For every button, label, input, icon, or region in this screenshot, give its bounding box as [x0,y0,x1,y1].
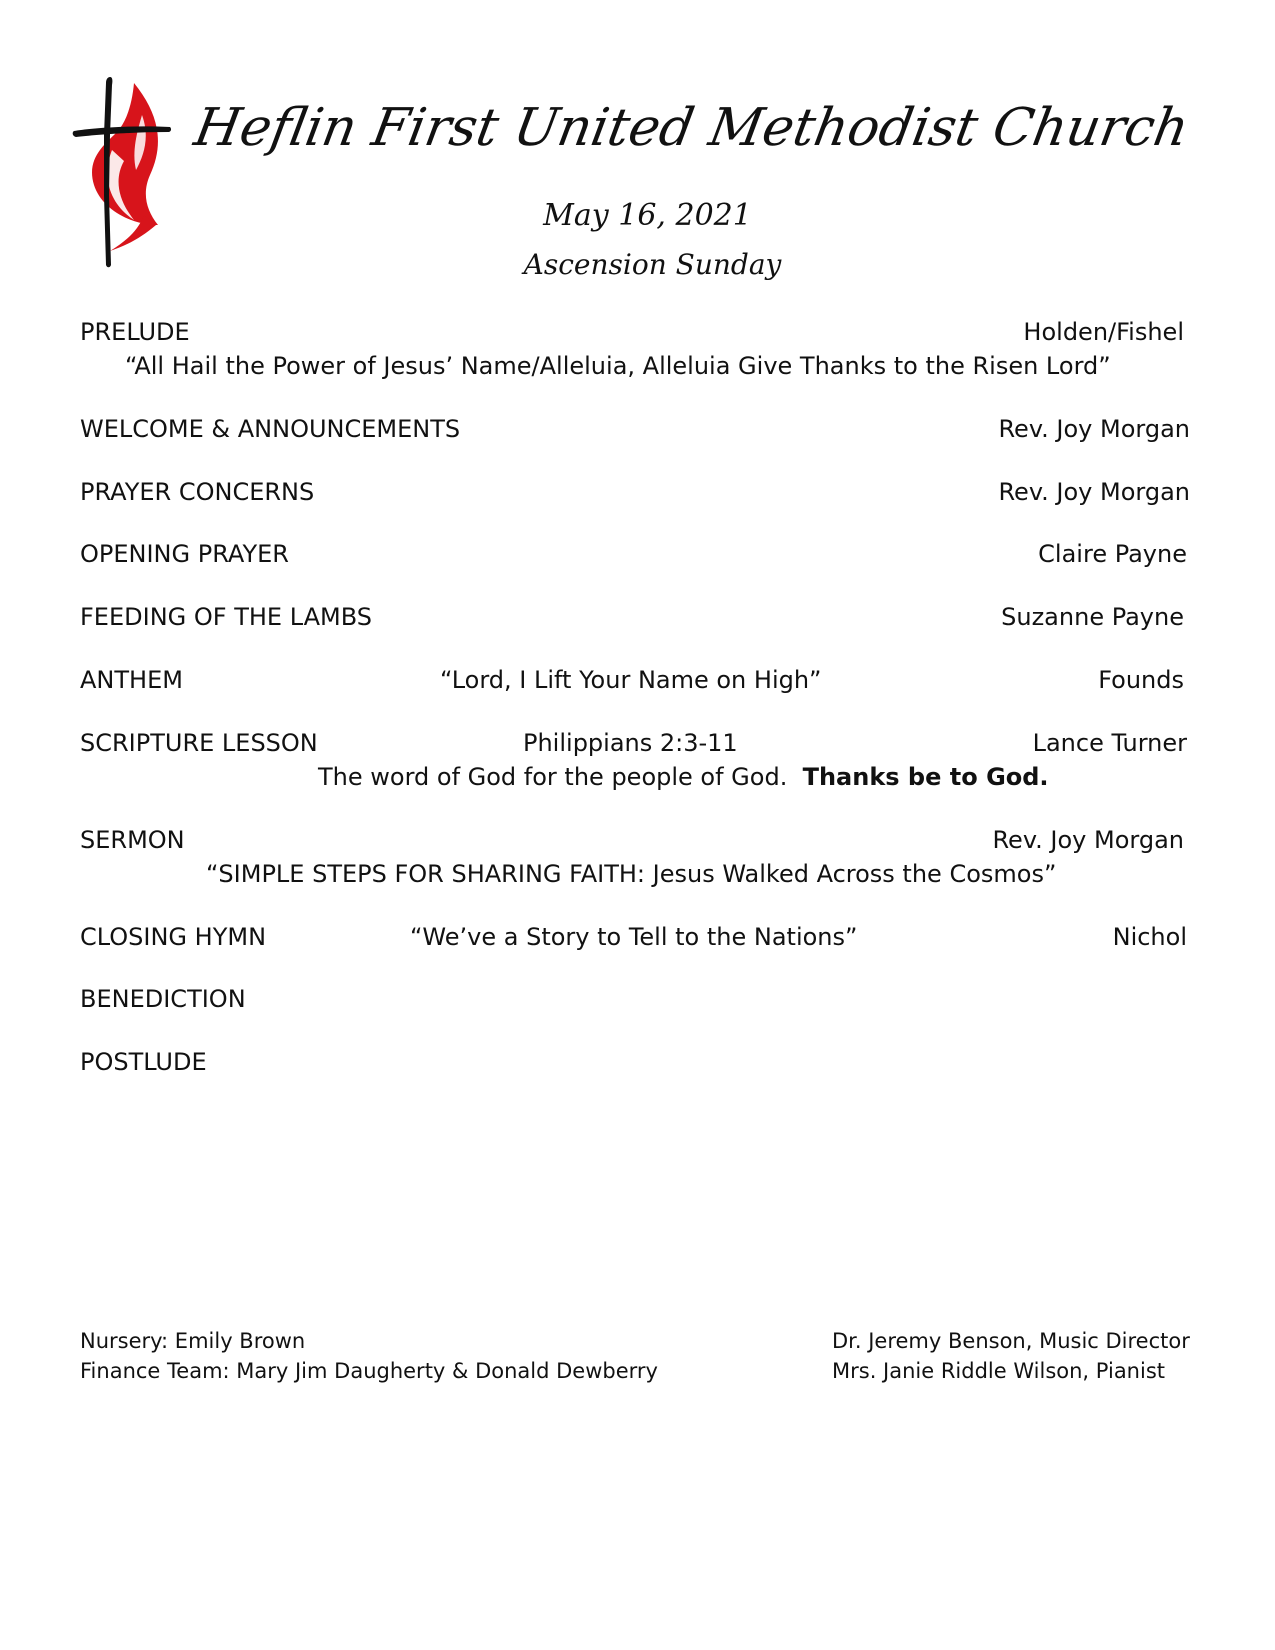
sermon-title: “SIMPLE STEPS FOR SHARING FAITH: Jesus Walked Across the Cosmos” [206,860,1057,888]
anthem-title: “Lord, I Lift Your Name on High” [440,666,822,694]
feeding-row [80,599,1190,635]
sermon-label: SERMON [80,826,185,854]
opening-prayer-row [80,536,1190,572]
footer-left [80,1326,658,1386]
opening-prayer-label: OPENING PRAYER [80,540,289,568]
welcome-row [80,411,1190,447]
prayer-concerns-label: PRAYER CONCERNS [80,478,315,506]
postlude-row [80,1044,1190,1080]
music-director-credit: Dr. Jeremy Benson, Music Director [832,1329,1190,1353]
welcome-leader: Rev. Joy Morgan [998,415,1190,443]
footer-right [832,1326,1190,1386]
closing-hymn-row [80,919,1190,955]
anthem-row [80,662,1190,698]
scripture-label: SCRIPTURE LESSON [80,729,318,757]
scripture-response-text: The word of God for the people of God. [318,763,788,791]
feeding-label: FEEDING OF THE LAMBS [80,603,373,631]
benediction-label: BENEDICTION [80,985,246,1013]
closing-hymn-composer: Nichol [1112,923,1187,951]
prelude-label: PRELUDE [80,318,190,346]
opening-prayer-leader: Claire Payne [1038,540,1187,568]
scripture-reader: Lance Turner [1032,729,1187,757]
prelude-row [80,314,1190,350]
benediction-row [80,981,1190,1017]
cross-and-flame-icon [72,75,172,270]
nursery-credit: Nursery: Emily Brown [80,1329,306,1353]
closing-hymn-label: CLOSING HYMN [80,923,267,951]
prelude-title: “All Hail the Power of Jesus’ Name/Alleluia, Alleluia Give Thanks to the Risen Lord” [125,352,1111,380]
prayer-concerns-row [80,474,1190,510]
scripture-row [80,725,1190,761]
anthem-label: ANTHEM [80,666,183,694]
scripture-reference: Philippians 2:3-11 [523,729,738,757]
sermon-row [80,822,1190,858]
scripture-response-bold: Thanks be to God. [802,763,1049,791]
postlude-label: POSTLUDE [80,1048,207,1076]
sermon-preacher: Rev. Joy Morgan [992,826,1184,854]
prayer-concerns-leader: Rev. Joy Morgan [998,478,1190,506]
prelude-performer: Holden/Fishel [1023,318,1184,346]
anthem-composer: Founds [1098,666,1184,694]
service-occasion: Ascension Sunday [523,248,782,281]
feeding-leader: Suzanne Payne [1001,603,1184,631]
finance-credit: Finance Team: Mary Jim Daugherty & Donald Dewberry [80,1359,658,1383]
pianist-credit: Mrs. Janie Riddle Wilson, Pianist [832,1359,1166,1383]
church-name: Heflin First United Methodist Church [190,98,1194,158]
service-date: May 16, 2021 [543,198,752,233]
closing-hymn-title: “We’ve a Story to Tell to the Nations” [410,923,858,951]
welcome-label: WELCOME & ANNOUNCEMENTS [80,415,461,443]
scripture-response [318,759,1049,795]
